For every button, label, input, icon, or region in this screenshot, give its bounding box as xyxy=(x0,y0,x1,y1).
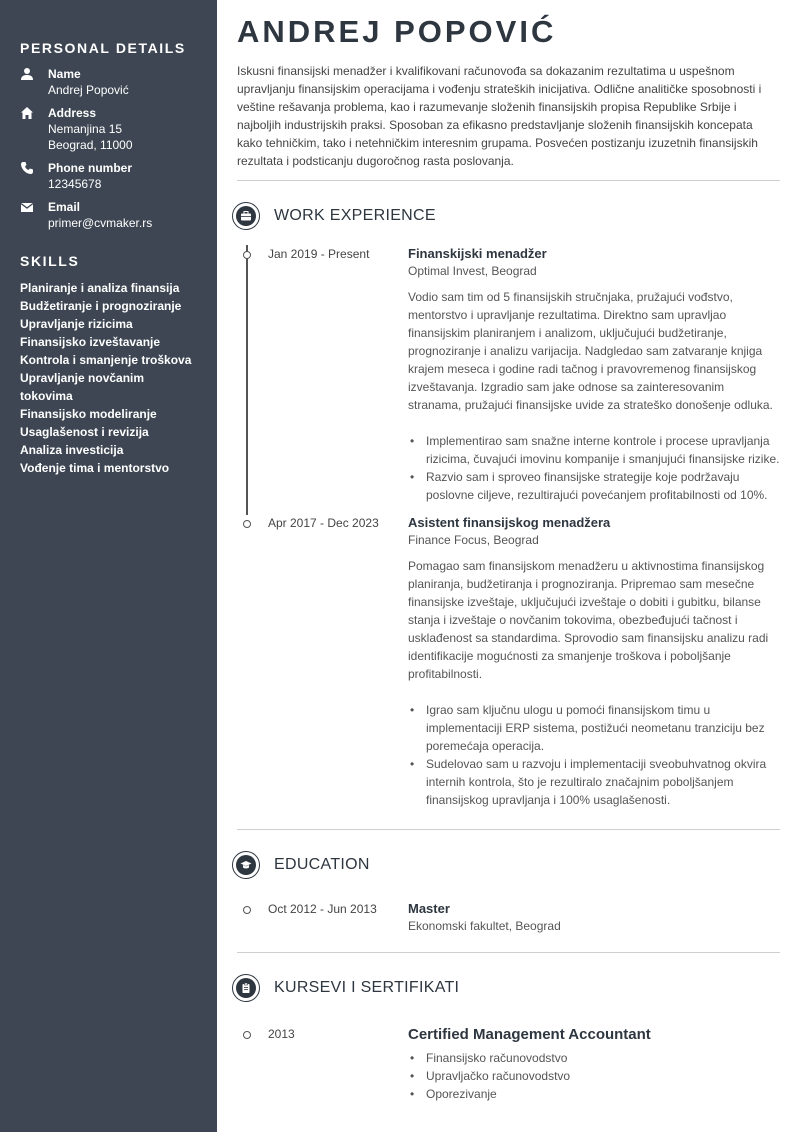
institution: Ekonomski fakultet, Beograd xyxy=(408,919,561,933)
person-icon xyxy=(20,67,34,81)
work-entry xyxy=(237,245,780,504)
skill-item: Finansijsko modeliranje xyxy=(20,407,157,421)
achievement-list xyxy=(408,432,780,504)
skill-item: Kontrola i smanjenje troškova xyxy=(20,353,192,367)
course-title: Certified Management Accountant xyxy=(408,1026,651,1043)
course-topic: • Finansijsko računovodstvo xyxy=(408,1049,780,1067)
course-topic: • Oporezivanje xyxy=(408,1085,780,1103)
contact-phone xyxy=(20,160,197,192)
briefcase-icon xyxy=(232,202,260,230)
skill-item: Analiza investicija xyxy=(20,443,124,457)
entry-date: Oct 2012 - Jun 2013 xyxy=(268,902,377,916)
clipboard-icon xyxy=(232,974,260,1002)
contact-label: Name xyxy=(48,67,81,81)
skill-item: Upravljanje rizicima xyxy=(20,317,133,331)
degree-title: Master xyxy=(408,901,450,916)
skill-item: Budžetiranje i prognoziranje xyxy=(20,299,182,313)
envelope-icon xyxy=(20,200,34,214)
skills-heading: SKILLS xyxy=(20,253,80,269)
section-title: EDUCATION xyxy=(274,856,370,873)
work-experience-header xyxy=(237,201,780,231)
work-entry xyxy=(237,514,780,809)
job-description: Vodio sam tim od 5 finansijskih stručnjaka, pružajući vođstvo, mentorstvo i upravljanje rezultatima. Direktno sam upravljao finansijskim planiranjem i analizom, uključujući budžetiranje, prognoziranje i analizu varijacija. Nadgledao sam zatvaranje knjiga krajem meseca i godine radi tačnog i pravovremenog finansijskog izveštavanja. Izgradio sam jake odnose sa zainteresovanim stranama, pružajući finansijske uvide za strateško donošenje odluka. xyxy=(408,290,773,412)
company: Optimal Invest, Beograd xyxy=(408,264,537,278)
contact-value: Andrej Popović xyxy=(48,83,129,97)
section-title: KURSEVI I SERTIFIKATI xyxy=(274,979,460,996)
main-content xyxy=(237,0,780,1103)
section-title: WORK EXPERIENCE xyxy=(274,207,436,224)
home-icon xyxy=(20,106,34,120)
contact-email xyxy=(20,199,197,231)
course-entry xyxy=(237,1025,780,1103)
contact-value: 12345678 xyxy=(48,177,102,191)
job-title: Asistent finansijskog menadžera xyxy=(408,515,611,530)
timeline-dot xyxy=(243,251,251,259)
achievement-item: • Igrao sam ključnu ulogu u pomoći finansijskom timu u implementaciji ERP sistema, postižući neometanu tranziciju bez poremećaja operacija. xyxy=(408,701,780,755)
contact-address xyxy=(20,105,197,153)
education-entry xyxy=(237,900,780,934)
section-divider xyxy=(237,829,780,830)
courses-header xyxy=(237,973,780,1003)
skill-item: Usaglašenost i revizija xyxy=(20,425,149,439)
achievement-item: • Sudelovao sam u razvoju i implementaciji sveobuhvatnog okvira internih kontrola, što je rezultiralo značajnim poboljšanjem finansijskog upravljanja i 100% usaglašenosti. xyxy=(408,755,780,809)
contact-value: Nemanjina 15 xyxy=(48,122,123,136)
section-divider xyxy=(237,180,780,181)
education-header xyxy=(237,850,780,880)
skill-item: Planiranje i analiza finansija xyxy=(20,281,180,295)
timeline-dot xyxy=(243,520,251,528)
skill-item: Vođenje tima i mentorstvo xyxy=(20,461,170,475)
phone-icon xyxy=(20,161,34,175)
work-timeline xyxy=(237,245,780,809)
timeline-dot xyxy=(243,906,251,914)
timeline-dot xyxy=(243,1031,251,1039)
course-topics xyxy=(408,1049,780,1103)
contact-label: Email xyxy=(48,200,81,214)
email-link[interactable]: primer@cvmaker.rs xyxy=(48,216,153,230)
entry-date: 2013 xyxy=(268,1027,295,1041)
personal-details-heading: PERSONAL DETAILS xyxy=(20,40,186,56)
entry-date: Jan 2019 - Present xyxy=(268,247,370,261)
skill-item: Upravljanje novčanim tokovima xyxy=(20,371,145,403)
course-topic: • Upravljačko računovodstvo xyxy=(408,1067,780,1085)
profile-summary: Iskusni finansijski menadžer i kvalifikovani računovođa sa dokazanim rezultatima u uspešnom upravljanju finansijskim operacijama i vođenju strateških inicijativa. Odlične analitičke sposobnosti i veštine rešavanja problema, kao i razumevanje složenih finansijskih propisa Republike Srbije i najboljih industrijskih praksi. Sposoban za efikasno predstavljanje složenih finansijskih koncepata kako tehničkim, tako i netehničkim interesnim grupama. Posvećen postizanju izuzetnih finansijskih rezultata i podsticanju dugoročnog rasta poslovanja. xyxy=(237,64,762,168)
contact-name xyxy=(20,66,197,98)
entry-date: Apr 2017 - Dec 2023 xyxy=(268,516,379,530)
contact-value: Beograd, 11000 xyxy=(48,138,133,152)
candidate-name: ANDREJ POPOVIĆ xyxy=(237,14,557,49)
job-title: Finanskijski menadžer xyxy=(408,246,547,261)
achievement-item: • Implementirao sam snažne interne kontrole i procese upravljanja rizicima, čuvajući imovinu kompanije i smanjujući finansijske rizike. xyxy=(408,432,780,468)
section-divider xyxy=(237,952,780,953)
skill-item: Finansijsko izveštavanje xyxy=(20,335,161,349)
graduation-cap-icon xyxy=(232,851,260,879)
contact-label: Phone number xyxy=(48,161,133,175)
skills-list xyxy=(20,279,197,477)
contact-label: Address xyxy=(48,106,97,120)
courses-timeline xyxy=(237,1025,780,1103)
sidebar xyxy=(0,0,217,1132)
education-timeline xyxy=(237,900,780,934)
achievement-item: • Razvio sam i sproveo finansijske strategije koje podržavaju poslovne ciljeve, rezultirajući povećanjem profitabilnosti od 10%. xyxy=(408,468,780,504)
achievement-list xyxy=(408,701,780,809)
job-description: Pomagao sam finansijskom menadžeru u aktivnostima finansijskog planiranja, budžetiranja i prognoziranja. Pripremao sam mesečne finansijske izveštaje, uključujući izveštaje o dobiti i gubitku, bilanse stanja i izveštaje o novčanim tokovima, obezbeđujući tačnost i usklađenost sa standardima. Sprovodio sam finansijsku analizu radi identifikacije mogućnosti za smanjenje troškova i poboljšanje profitabilnosti. xyxy=(408,559,769,681)
company: Finance Focus, Beograd xyxy=(408,533,539,547)
